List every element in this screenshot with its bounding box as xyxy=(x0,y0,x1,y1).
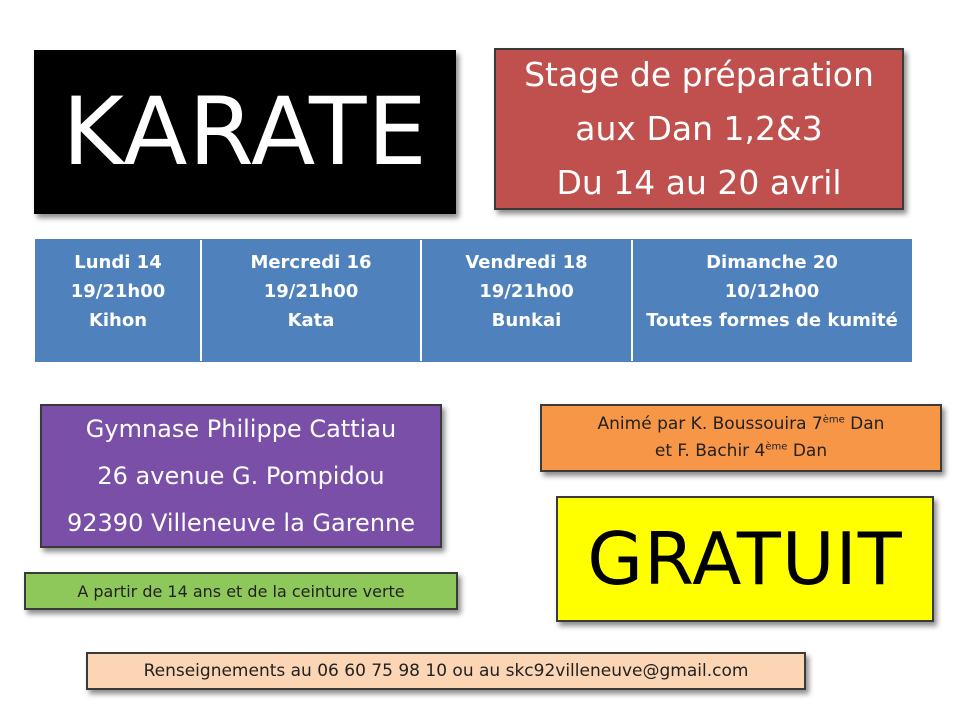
schedule-time: 19/21h00 xyxy=(263,281,359,302)
schedule-time: 19/21h00 xyxy=(70,281,166,302)
title-text: KARATE xyxy=(62,77,428,187)
venue-line-1: Gymnase Philippe Cattiau xyxy=(85,414,397,443)
requirement-text: A partir de 14 ans et de la ceinture verte xyxy=(77,581,405,601)
schedule-time: 10/12h00 xyxy=(724,281,820,302)
schedule-table xyxy=(35,239,912,362)
schedule-day: Lundi 14 xyxy=(74,252,162,273)
schedule-day: Mercredi 16 xyxy=(250,252,372,273)
schedule-cell-friday xyxy=(422,240,633,361)
coach-line-2-suffix: Dan xyxy=(787,441,828,461)
coach-line-1 xyxy=(598,411,885,438)
coach-line-2-sup: ème xyxy=(765,441,788,453)
contact-box xyxy=(86,652,806,690)
schedule-topic: Kata xyxy=(287,310,335,331)
coach-line-1-sup: ème xyxy=(822,414,845,426)
contact-text: Renseignements au 06 60 75 98 10 ou au skc92villeneuve@gmail.com xyxy=(143,661,749,681)
venue-box xyxy=(40,404,442,548)
stage-banner xyxy=(494,48,904,210)
coaches-box xyxy=(540,404,942,472)
venue-line-3: 92390 Villeneuve la Garenne xyxy=(66,508,416,537)
price-box xyxy=(556,496,934,622)
coach-line-1-suffix: Dan xyxy=(844,414,885,434)
coach-line-1-text: Animé par K. Boussouira 7 xyxy=(597,414,823,434)
schedule-cell-monday xyxy=(36,240,202,361)
title-banner xyxy=(34,50,456,214)
schedule-cell-sunday xyxy=(633,240,911,361)
stage-line-1: Stage de préparation xyxy=(524,55,874,94)
requirement-box xyxy=(24,572,458,610)
coach-line-2 xyxy=(655,438,827,465)
schedule-day: Dimanche 20 xyxy=(706,252,838,273)
venue-line-2: 26 avenue G. Pompidou xyxy=(97,461,385,490)
schedule-topic: Toutes formes de kumité xyxy=(646,310,898,331)
schedule-day: Vendredi 18 xyxy=(465,252,588,273)
schedule-cell-wednesday xyxy=(202,240,422,361)
schedule-time: 19/21h00 xyxy=(479,281,574,302)
stage-line-3: Du 14 au 20 avril xyxy=(556,163,842,202)
coach-line-2-text: et F. Bachir 4 xyxy=(654,441,766,461)
price-text: GRATUIT xyxy=(587,517,903,601)
schedule-topic: Kihon xyxy=(88,310,148,331)
schedule-topic: Bunkai xyxy=(491,310,562,331)
stage-line-2: aux Dan 1,2&3 xyxy=(575,109,823,148)
